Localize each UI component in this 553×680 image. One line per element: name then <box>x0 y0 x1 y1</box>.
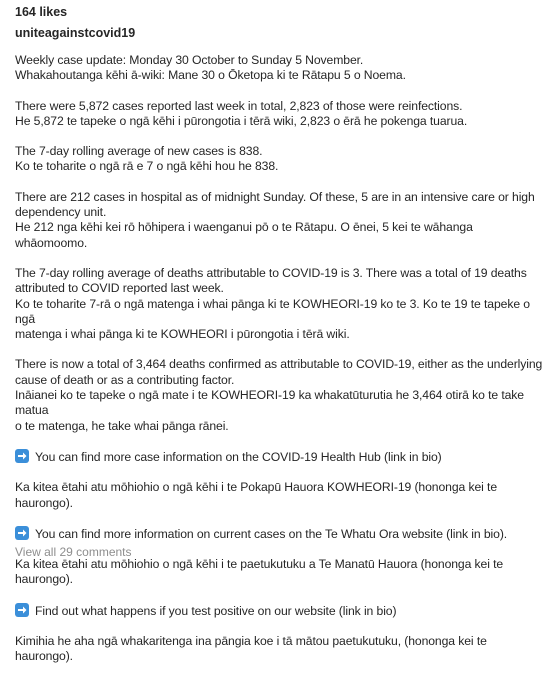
right-arrow-icon <box>15 526 29 540</box>
caption-line: Ka kitea ētahi atu mōhiohio o ngā kēhi i te paetukutuku a Te Manatū Hauora (hononga kei te haurongo). <box>15 557 504 587</box>
caption-paragraph-deaths-average <box>15 266 547 342</box>
caption-line: Find out what happens if you test positive on our website (link in bio) <box>35 603 397 618</box>
caption-line: dependency unit. <box>15 205 107 220</box>
right-arrow-icon <box>15 603 29 617</box>
caption-line: You can find more case information on the COVID-19 Health Hub (link in bio) <box>35 449 442 464</box>
caption-line: You can find more information on current cases on the Te Whatu Ora website (link in bio). <box>35 526 508 541</box>
caption-paragraph-rolling-average <box>15 144 547 175</box>
caption-line: There is now a total of 3,464 deaths confirmed as attributable to COVID-19, either as the underlying <box>15 357 543 372</box>
caption-line: He 212 nga kēhi kei rō hōhipera i waenganui pō o te Rātapu. O ēnei, 5 kei te wāhanga whāomoomo. <box>15 220 473 250</box>
caption-link-test-positive <box>15 603 547 619</box>
caption-paragraph-cases <box>15 99 547 130</box>
caption-line: The 7-day rolling average of deaths attributable to COVID-19 is 3. There was a total of 19 deaths <box>15 265 527 280</box>
username-link[interactable]: uniteagainstcovid19 <box>15 26 136 40</box>
caption-link-te-whatu-ora <box>15 526 547 542</box>
caption-line: Ko te toharite o ngā rā e 7 o ngā kēhi hou he 838. <box>15 159 279 174</box>
right-arrow-icon <box>15 449 29 463</box>
caption-line: The 7-day rolling average of new cases is 838. <box>15 144 263 159</box>
likes-count[interactable]: 164 likes <box>15 5 68 19</box>
caption-line: attributed to COVID reported last week. <box>15 281 224 296</box>
caption-line: Ināianei ko te tapeke o ngā mate i te KOWHEORI-19 ka whakatūturutia he 3,464 otirā ko te take matua <box>15 388 524 418</box>
caption-line: There are 212 cases in hospital as of midnight Sunday. Of these, 5 are in an intensive care or high <box>15 189 535 204</box>
caption-line: cause of death or as a contributing factor. <box>15 372 235 387</box>
caption-line: Ka kitea ētahi atu mōhiohio o ngā kēhi i te Pokapū Hauora KOWHEORI-19 (hononga kei te haurongo). <box>15 480 497 510</box>
caption-paragraph-deaths-total <box>15 357 547 433</box>
caption-line: Weekly case update: Monday 30 October to Sunday 5 November. <box>15 53 364 67</box>
caption-link-te-whatu-ora-maori <box>15 557 547 588</box>
post-caption <box>15 53 547 680</box>
caption-line: Ko te toharite 7-rā o ngā matenga i whai pānga ki te KOWHEORI-19 ko te 3. Ko te 19 te tapeke o ngā <box>15 296 530 326</box>
caption-line: There were 5,872 cases reported last week in total, 2,823 of those were reinfections. <box>15 98 463 113</box>
caption-paragraph-hospital <box>15 190 547 251</box>
view-all-comments-link[interactable]: View all 29 comments <box>15 545 132 559</box>
caption-line: Whakahoutanga kēhi ā-wiki: Mane 30 o Ōketopa ki te Rātapu 5 o Noema. <box>15 68 406 83</box>
caption-line: o te matenga, he take whai pānga rānei. <box>15 418 229 433</box>
caption-line: He 5,872 te tapeke o ngā kēhi i pūrongotia i tērā wiki, 2,823 o ērā he pokenga tuarua. <box>15 113 468 128</box>
caption-link-health-hub-maori <box>15 480 547 511</box>
caption-link-test-positive-maori <box>15 634 547 665</box>
caption-link-health-hub <box>15 449 547 465</box>
caption-paragraph-dates <box>15 53 547 84</box>
caption-line: matenga i whai pānga ki te KOWHEORI i pūrongotia i tērā wiki. <box>15 327 350 342</box>
caption-line: Kimihia he aha ngā whakaritenga ina pāngia koe i tā mātou paetukutuku, (hononga kei te haurongo). <box>15 634 487 664</box>
